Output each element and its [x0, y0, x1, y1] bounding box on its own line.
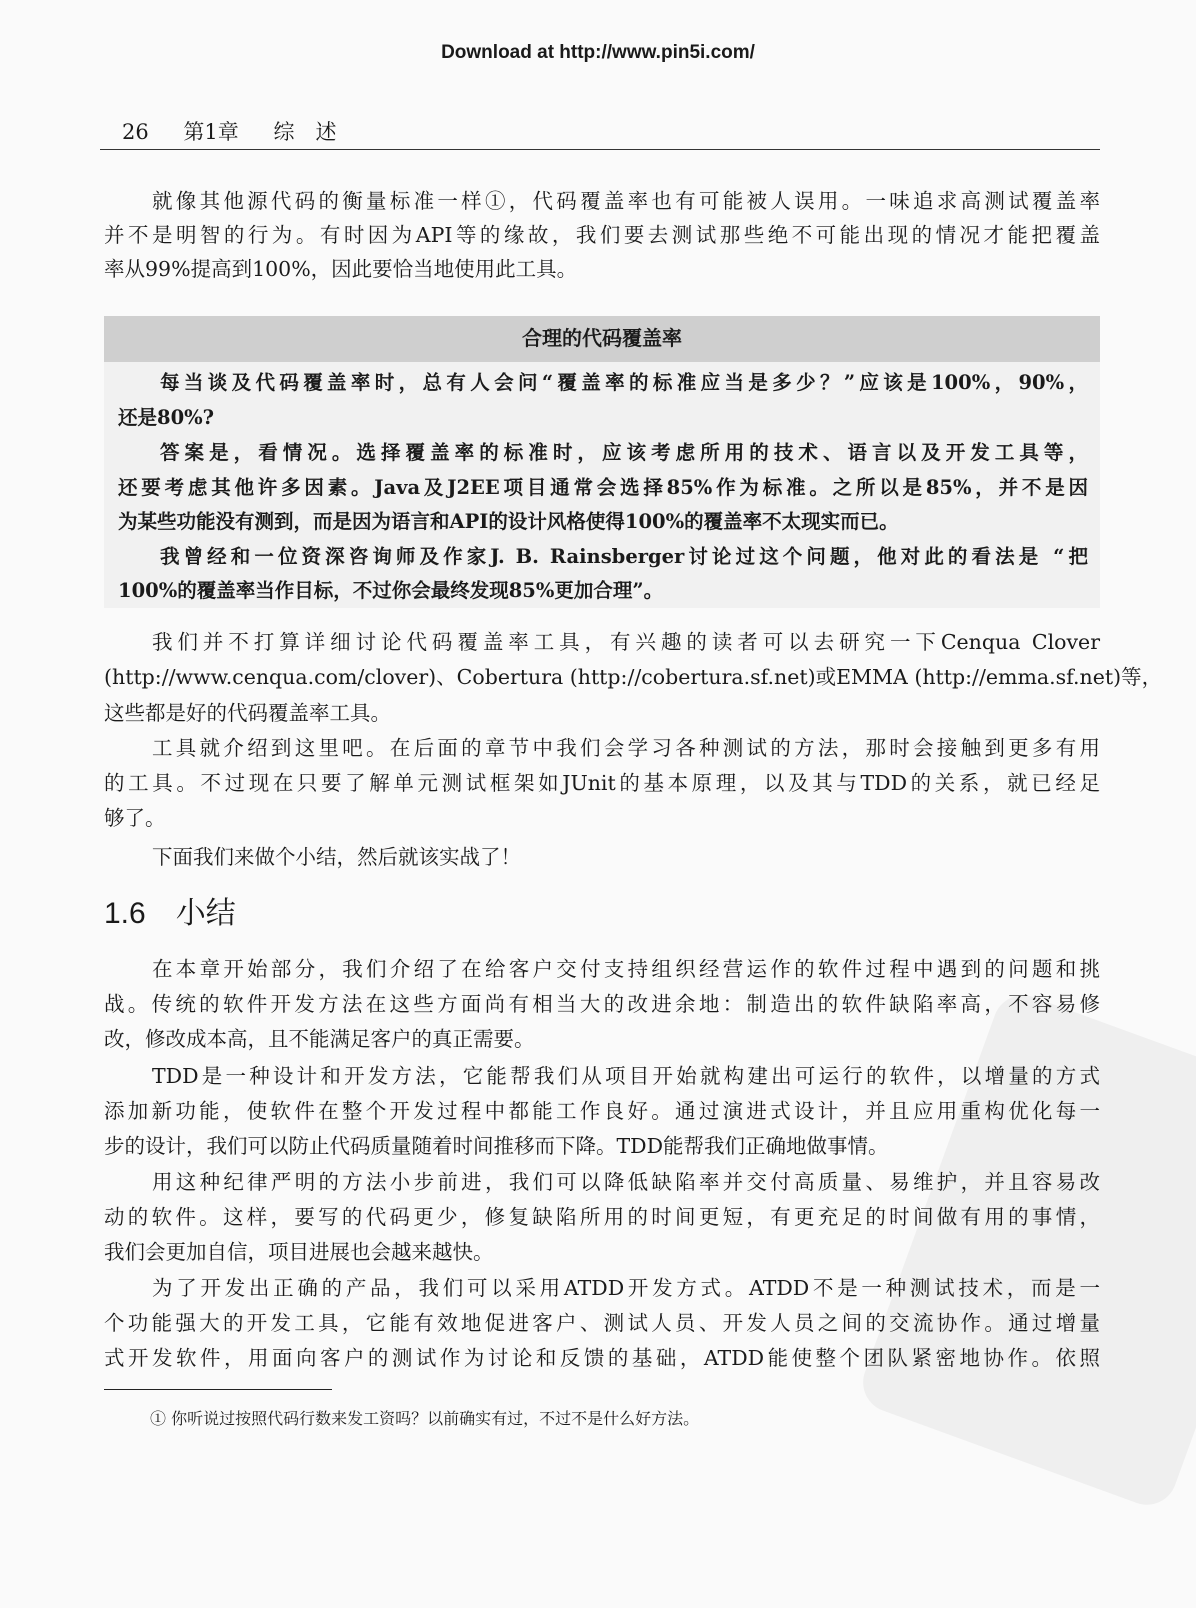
- text-line: 下面我们来做个小结，然后就该实战了！: [152, 845, 521, 869]
- text-line: 就像其他源代码的衡量标准一样①，代码覆盖率也有可能被人误用。一味追求高测试覆盖率: [152, 189, 1100, 213]
- footnote-rule: [104, 1389, 332, 1390]
- text-line: 每当谈及代码覆盖率时，总有人会问“覆盖率的标准应当是多少？”应该是100%，90%，: [160, 371, 1088, 394]
- footnote: ① 你听说过按照代码行数来发工资吗？以前确实有过，不过不是什么好方法。: [150, 1409, 700, 1428]
- text-line: 在本章开始部分，我们介绍了在给客户交付支持组织经营运作的软件过程中遇到的问题和挑: [152, 957, 1100, 981]
- text-line: 改，修改成本高，且不能满足客户的真正需要。: [104, 1027, 535, 1051]
- text-line: 为了开发出正确的产品，我们可以采用ATDD开发方式。ATDD不是一种测试技术，而是一: [152, 1276, 1100, 1300]
- text-line: 100%的覆盖率当作目标，不过你会最终发现85%更加合理”。: [118, 579, 664, 602]
- text-line: 的工具。不过现在只要了解单元测试框架如JUnit的基本原理，以及其与TDD的关系，就已经足: [104, 771, 1100, 795]
- section-heading: [104, 888, 266, 932]
- section-title: 小结: [175, 897, 236, 930]
- section-number: 1.6: [104, 897, 146, 930]
- text-line: 工具就介绍到这里吧。在后面的章节中我们会学习各种测试的方法，那时会接触到更多有用: [152, 736, 1100, 760]
- page-number: 26: [122, 120, 149, 144]
- text-line: 够了。: [104, 806, 166, 830]
- text-line: (http://www.cenqua.com/clover)、Cobertura (http://cobertura.sf.net)或EMMA (http://emma.sf.net)等，: [104, 665, 1163, 689]
- chapter-title: 综 述: [273, 120, 337, 144]
- text-line: 为某些功能没有测到，而是因为语言和API的设计风格使得100%的覆盖率不太现实而已。: [118, 510, 899, 533]
- text-line: 还是80%?: [118, 406, 215, 429]
- text-line: 动的软件。这样，要写的代码更少，修复缺陷所用的时间更短，有更充足的时间做有用的事情，: [104, 1205, 1100, 1229]
- text-line: 这些都是好的代码覆盖率工具。: [104, 701, 391, 725]
- text-line: 我曾经和一位资深咨询师及作家J. B. Rainsberger讨论过这个问题，他对此的看法是 “把: [160, 545, 1088, 568]
- text-line: 用这种纪律严明的方法小步前进，我们可以降低缺陷率并交付高质量、易维护，并且容易改: [152, 1170, 1100, 1194]
- text-line: 我们会更加自信，项目进展也会越来越快。: [104, 1240, 494, 1264]
- text-line: 战。传统的软件开发方法在这些方面尚有相当大的改进余地：制造出的软件缺陷率高，不容易修: [104, 992, 1100, 1016]
- text-line: 我们并不打算详细讨论代码覆盖率工具，有兴趣的读者可以去研究一下Cenqua Clover: [152, 630, 1100, 654]
- download-banner: Download at http://www.pin5i.com/: [441, 42, 755, 63]
- text-line: 答案是，看情况。选择覆盖率的标准时，应该考虑所用的技术、语言以及开发工具等，: [160, 441, 1088, 464]
- text-line: TDD是一种设计和开发方法，它能帮我们从项目开始就构建出可运行的软件，以增量的方式: [152, 1064, 1100, 1088]
- text-line: 添加新功能，使软件在整个开发过程中都能工作良好。通过演进式设计，并且应用重构优化每一: [104, 1099, 1100, 1123]
- sidebar-title: 合理的代码覆盖率: [104, 316, 1100, 362]
- text-line: 率从99%提高到100%，因此要恰当地使用此工具。: [104, 257, 578, 281]
- text-line: 个功能强大的开发工具，它能有效地促进客户、测试人员、开发人员之间的交流协作。通过增量: [104, 1311, 1100, 1335]
- chapter-label: 第1章: [183, 120, 239, 144]
- header-rule: [100, 149, 1100, 150]
- text-line: 还要考虑其他许多因素。Java及J2EE项目通常会选择85%作为标准。之所以是85%，并不是因: [118, 476, 1088, 499]
- text-line: 并不是明智的行为。有时因为API等的缘故，我们要去测试那些绝不可能出现的情况才能把覆盖: [104, 223, 1100, 247]
- text-line: 步的设计，我们可以防止代码质量随着时间推移而下降。TDD能帮我们正确地做事情。: [104, 1134, 889, 1158]
- text-line: 式开发软件，用面向客户的测试作为讨论和反馈的基础，ATDD能使整个团队紧密地协作。依照: [104, 1346, 1100, 1370]
- running-header: [122, 116, 364, 146]
